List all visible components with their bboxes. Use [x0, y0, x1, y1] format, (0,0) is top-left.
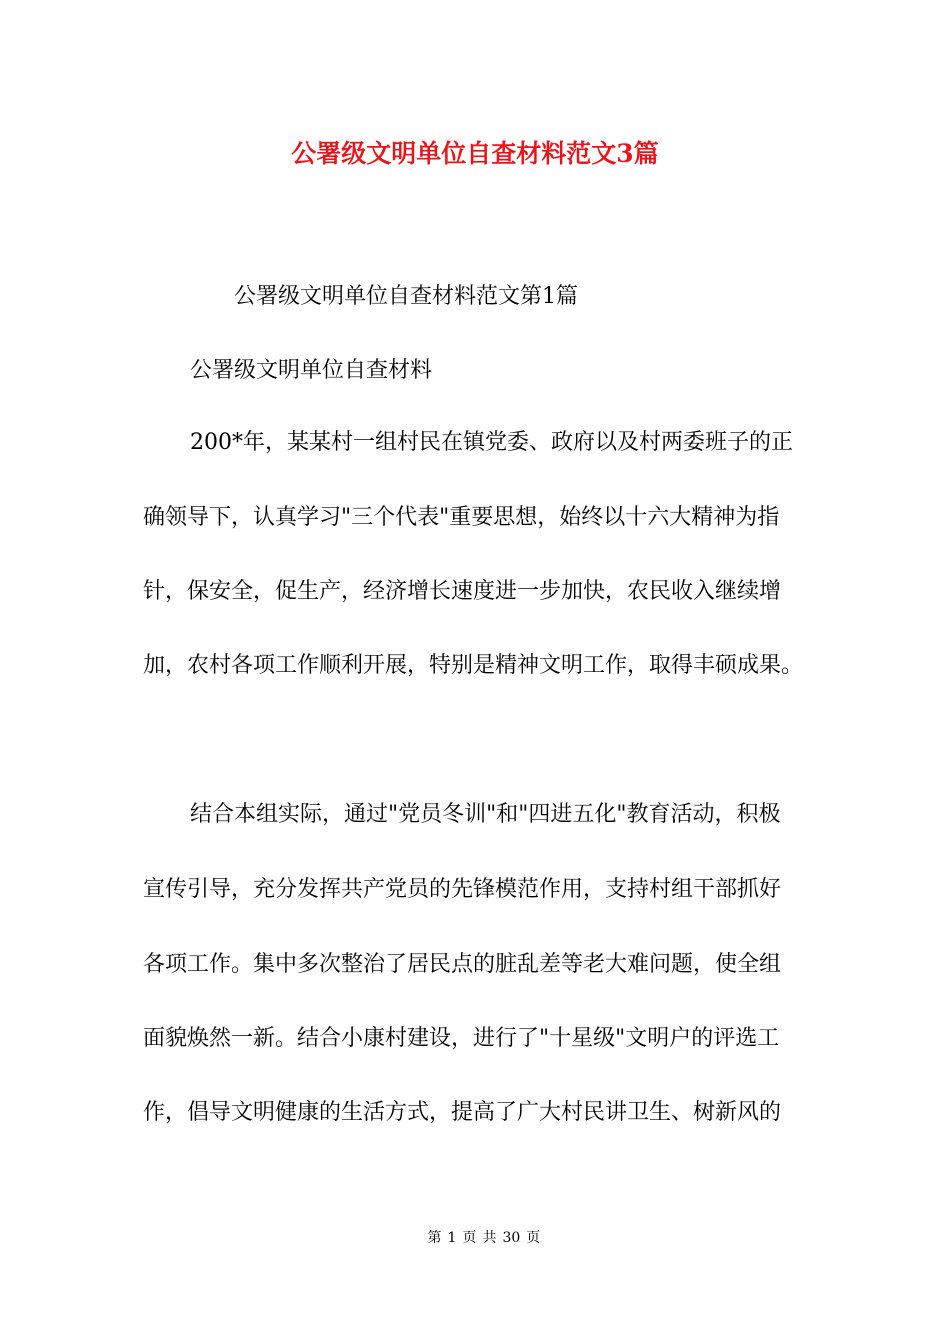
paragraph-line: 确领导下，认真学习"三个代表"重要思想，始终以十六大精神为指	[143, 505, 780, 530]
footer-page-number: 1	[447, 1230, 457, 1246]
paragraph-line: 各项工作。集中多次整治了居民点的脏乱差等老大难问题，使全组	[143, 952, 782, 977]
page-footer	[0, 1208, 950, 1268]
subheading: 公署级文明单位自查材料	[190, 358, 433, 383]
footer-page-prefix: 第	[427, 1230, 442, 1246]
paragraph-line: 200*年，某某村一组村民在镇党委、政府以及村两委班子的正	[190, 430, 793, 455]
paragraph-line: 宣传引导，充分发挥共产党员的先锋模范作用，支持村组干部抓好	[143, 877, 782, 902]
section-heading: 公署级文明单位自查材料范文第1篇	[234, 284, 578, 309]
paragraph-line: 作，倡导文明健康的生活方式，提高了广大村民讲卫生、树新风的	[143, 1100, 782, 1125]
footer-total-pages: 30	[502, 1230, 521, 1246]
paragraph-line: 加，农村各项工作顺利开展，特别是精神文明工作，取得丰硕成果。	[143, 653, 804, 678]
footer-total-word: 页	[526, 1230, 541, 1246]
paragraph-line: 针，保安全，促生产，经济增长速度进一步加快，农民收入继续增	[143, 579, 782, 604]
document-title: 公署级文明单位自查材料范文3篇	[291, 139, 659, 168]
paragraph-line: 结合本组实际，通过"党员冬训"和"四进五化"教育活动，积极	[190, 802, 781, 827]
footer-total-prefix: 共	[482, 1230, 497, 1246]
footer-page-word: 页	[462, 1230, 477, 1246]
paragraph-line: 面貌焕然一新。结合小康村建设，进行了"十星级"文明户的评选工	[143, 1026, 780, 1051]
